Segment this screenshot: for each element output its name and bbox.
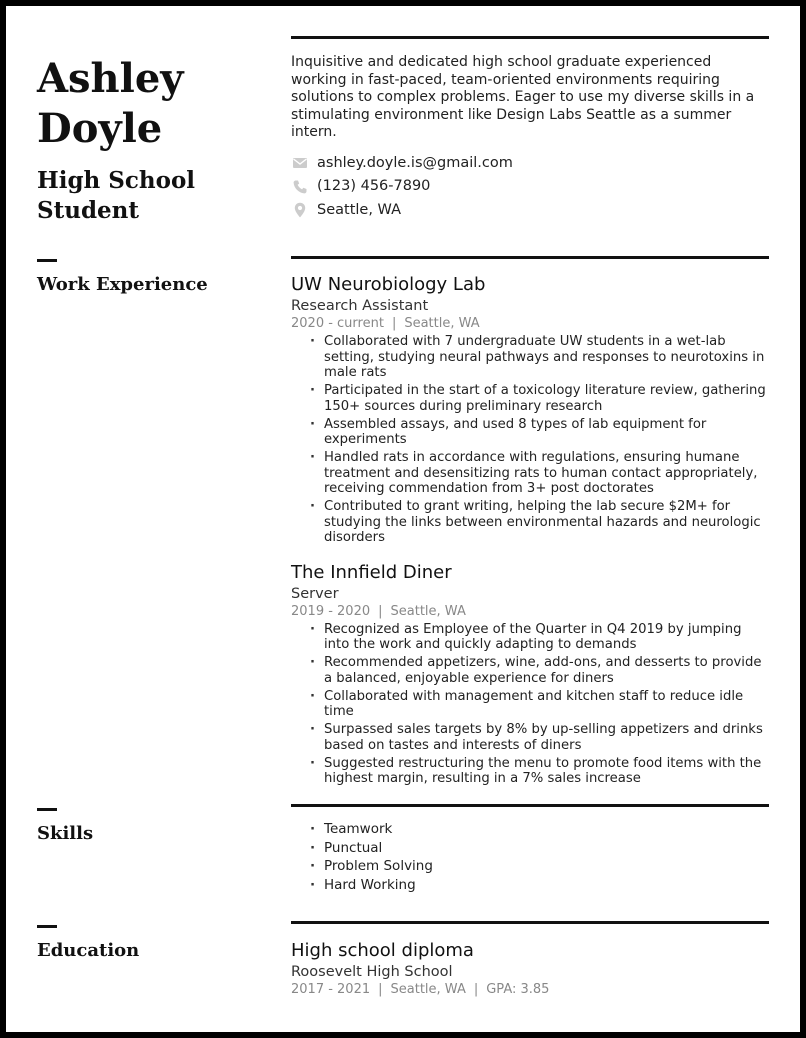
- meta-separator: |: [391, 316, 397, 331]
- contact-list: [291, 152, 769, 223]
- section-rule: [291, 256, 769, 259]
- education-gpa: GPA: 3.85: [486, 982, 550, 997]
- summary-section: [291, 36, 769, 222]
- heading-dash: [37, 808, 57, 811]
- candidate-name: [37, 54, 267, 154]
- section-rule: [291, 36, 769, 39]
- section-rule: [291, 804, 769, 807]
- work-experience-title: Work Experience: [37, 274, 208, 295]
- job-company: The Innfield Diner: [291, 561, 452, 583]
- skills-list: [291, 820, 769, 894]
- skills-heading: [37, 808, 257, 845]
- job-meta: [291, 603, 769, 621]
- job-meta: [291, 315, 769, 333]
- phone-text: (123) 456-7890: [317, 178, 431, 194]
- candidate-headline: [37, 166, 267, 226]
- education-title: Education: [37, 940, 140, 961]
- summary-text: Inquisitive and dedicated high school graduate experienced working in fast-paced, team-oriented environments requiring solutions to complex problems. Eager to use my diverse skills in a stimulating environment like Design Labs Seattle as a summer intern.: [291, 54, 755, 140]
- skills-section: [291, 804, 769, 894]
- meta-separator: |: [378, 982, 383, 997]
- skill-item: · Teamwork: [310, 820, 769, 839]
- contact-location: [291, 199, 769, 223]
- phone-icon: [292, 179, 308, 195]
- education-location: Seattle, WA: [390, 982, 466, 997]
- map-pin-icon: [292, 202, 308, 218]
- email-text[interactable]: ashley.doyle.is@gmail.com: [317, 154, 513, 171]
- heading-dash: [37, 259, 57, 262]
- job-role: Server: [291, 585, 339, 602]
- education-dates: 2017 - 2021: [291, 982, 371, 997]
- job-bullet: · Suggested restructuring the menu to promote food items with the highest margin, resulting in a 7% sales increase: [310, 756, 769, 787]
- education-heading: [37, 925, 257, 962]
- education-meta: [291, 981, 769, 999]
- job-company: UW Neurobiology Lab: [291, 274, 486, 295]
- meta-separator: |: [473, 982, 479, 997]
- job-bullets: [291, 622, 769, 787]
- contact-email[interactable]: [291, 152, 769, 176]
- job-bullet: · Contributed to grant writing, helping the lab secure $2M+ for studying the links between environmental hazards and neurologic disorders: [310, 499, 769, 546]
- job-bullet: · Assembled assays, and used 8 types of lab equipment for experiments: [310, 417, 769, 448]
- heading-dash: [37, 925, 57, 928]
- job-bullets: [291, 334, 769, 546]
- education-entry: [291, 940, 769, 999]
- job-entry: [291, 562, 769, 787]
- section-rule: [291, 921, 769, 924]
- skill-item: · Punctual: [310, 839, 769, 858]
- envelope-icon: [292, 155, 308, 171]
- skills-title: Skills: [37, 823, 94, 844]
- job-location: Seattle, WA: [404, 316, 480, 331]
- job-dates: 2019 - 2020: [291, 603, 371, 619]
- education-section: [291, 921, 769, 999]
- name-first: Ashley: [37, 55, 184, 102]
- headline-line-1: High School: [37, 167, 196, 194]
- job-bullet: · Participated in the start of a toxicology literature review, gathering 150+ sources during preliminary research: [310, 383, 769, 414]
- name-last: Doyle: [37, 105, 163, 152]
- job-bullet: · Handled rats in accordance with regulations, ensuring humane treatment and desensitizing rats to human contact appropriately, receiving commendation from 3+ post doctorates: [310, 450, 769, 497]
- contact-phone: [291, 175, 769, 199]
- job-dates: 2020 - current: [291, 316, 384, 331]
- work-experience-heading: [37, 259, 257, 296]
- headline-line-2: Student: [37, 197, 140, 224]
- job-bullet: · Collaborated with management and kitchen staff to reduce idle time: [310, 689, 769, 720]
- job-role: Research Assistant: [291, 298, 429, 314]
- education-degree: High school diploma: [291, 940, 474, 961]
- education-school: Roosevelt High School: [291, 964, 453, 980]
- meta-separator: |: [378, 603, 383, 619]
- skill-item: · Problem Solving: [310, 857, 769, 876]
- job-bullet: · Recommended appetizers, wine, add-ons, and desserts to provide a balanced, enjoyable experience for diners: [310, 655, 769, 686]
- job-location: Seattle, WA: [390, 603, 466, 619]
- location-text: Seattle, WA: [317, 201, 402, 218]
- skill-item: · Hard Working: [310, 876, 769, 895]
- job-entry: [291, 274, 769, 546]
- job-bullet: · Collaborated with 7 undergraduate UW students in a wet-lab setting, studying neural pathways and responses to neurotoxins in male rats: [310, 334, 769, 381]
- job-bullet: · Surpassed sales targets by 8% by up-selling appetizers and drinks based on tastes and interests of diners: [310, 722, 769, 753]
- work-experience-section: [291, 256, 769, 789]
- job-bullet: · Recognized as Employee of the Quarter in Q4 2019 by jumping into the work and quickly adapting to demands: [310, 622, 769, 653]
